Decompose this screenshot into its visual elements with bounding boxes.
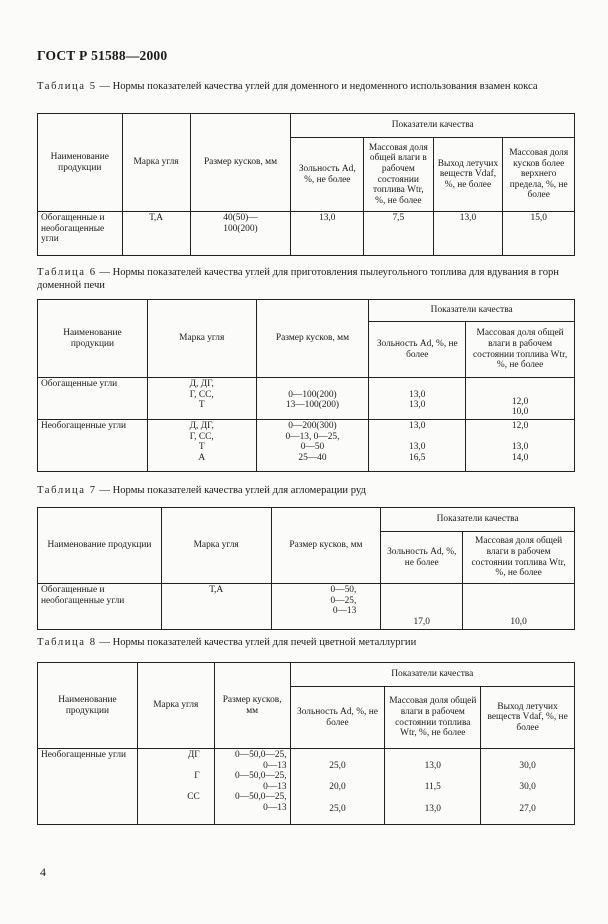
t5-h-oversize: Массовая доля кусков более верхнего предела, %, не более [503,138,575,212]
t5-h-ash: Зольность Ad, %, не более [291,138,364,212]
table6 [37,299,575,472]
t5-h-quality: Показатели качества [291,114,575,138]
t7-moisture: 10,0 [463,584,575,630]
t5-ash: 13,0 [291,212,364,256]
table6-label: Таблица 6 [37,267,97,278]
t6-g2-grade: Д, ДГ, Г, СС, Т А [147,420,256,472]
table-row [38,584,575,630]
t5-h-product: Наименование продукции [38,114,123,212]
t5-h-volatile: Выход летучих веществ Vdaf, %, не более [433,138,503,212]
t6-h-grade: Марка угля [147,300,256,378]
t6-h-quality: Показатели качества [369,300,575,322]
t5-h-grade: Марка угля [122,114,190,212]
t5-grade: Т,А [122,212,190,256]
t7-product: Обогащенные и необогащенные угли [38,584,162,630]
t6-h-size: Размер кусков, мм [256,300,369,378]
t6-g1-size: 0—100(200) 13—100(200) [256,378,369,420]
t8-moisture: 13,0 11,5 13,0 [385,749,481,825]
t7-h-product: Наименование продукции [38,508,162,584]
t6-g1-ash: 13,0 13,0 [369,378,466,420]
t7-h-moisture: Массовая доля общей влаги в рабочем состоянии топлива Wtr, %, не более [463,532,575,584]
table8-title: — Нормы показателей качества углей для печей цветной металлургии [96,637,417,648]
t8-h-moisture: Массовая доля общей влаги в рабочем состоянии топлива Wtr, %, не более [385,687,481,749]
t8-ash: 25,0 20,0 25,0 [290,749,385,825]
table7-caption [37,484,577,497]
t6-h-product: Наименование продукции [38,300,148,378]
t5-volatile: 13,0 [433,212,503,256]
t8-volatile: 30,0 30,0 27,0 [481,749,575,825]
t5-size: 40(50)— 100(200) [190,212,291,256]
table8 [37,662,575,825]
t6-g2-moisture: 12,0 13,0 14,0 [466,420,575,472]
t6-g2-size: 0—200(300) 0—13, 0—25, 0—50 25—40 [256,420,369,472]
t7-h-grade: Марка угля [161,508,271,584]
table6-caption [37,266,577,292]
t8-h-quality: Показатели качества [290,663,574,687]
t8-h-product: Наименование продукции [38,663,138,749]
t5-product: Обогащенные и необогащенные угли [38,212,123,256]
t6-g2-product: Необогащенные угли [38,420,148,472]
t6-h-moisture: Массовая доля общей влаги в рабочем состоянии топлива Wtr, %, не более [466,322,575,378]
table8-label: Таблица 8 [37,637,97,648]
t8-sizes: 0—50,0—25, 0—13 0—50,0—25, 0—13 0—50,0—25, 0—13 [214,749,290,825]
t6-g2-ash: 13,0 13,0 16,5 [369,420,466,472]
t6-g1-moisture: 12,0 10,0 [466,378,575,420]
t8-grades: ДГ Г СС [137,749,214,825]
document-header: ГОСТ Р 51588—2000 [37,48,168,63]
table5 [37,113,575,256]
t6-g1-grade: Д, ДГ, Г, СС, Т [147,378,256,420]
t8-h-volatile: Выход летучих веществ Vdaf, %, не более [481,687,575,749]
table6-title: — Нормы показателей качества углей для приготовления пылеугольного топлива для вдувания в горн доменной печи [37,267,559,291]
t6-g1-product: Обогащенные угли [38,378,148,420]
t7-grade: Т,А [161,584,271,630]
t5-moisture: 7,5 [364,212,433,256]
t8-h-ash: Зольность Ad, %, не более [290,687,385,749]
t7-ash: 17,0 [381,584,463,630]
t7-h-size: Размер кусков, мм [271,508,381,584]
t7-size: 0—50, 0—25, 0—13 [271,584,381,630]
table-row [38,420,575,472]
table7-title: — Нормы показателей качества углей для агломерации руд [96,485,366,496]
t6-h-ash: Зольность Ad, %, не более [369,322,466,378]
t5-h-size: Размер кусков, мм [190,114,291,212]
t8-h-size: Размер кусков, мм [214,663,290,749]
page-number: 4 [40,865,46,879]
table5-title: — Нормы показателей качества углей для доменного и недоменного использования взамен кокса [96,81,538,92]
table5-caption [37,80,577,93]
table7-label: Таблица 7 [37,485,97,496]
table-row [38,749,575,825]
t7-h-quality: Показатели качества [381,508,575,532]
table8-caption [37,636,577,649]
table-row [38,212,575,256]
t8-product: Необогащенные угли [38,749,138,825]
t5-h-moisture: Массовая доля общей влаги в рабочем состоянии топлива Wtr, %, не более [364,138,433,212]
t5-oversize: 15,0 [503,212,575,256]
table7 [37,507,575,630]
t7-h-ash: Зольность Ad, %, не более [381,532,463,584]
t8-h-grade: Марка угля [137,663,214,749]
table5-label: Таблица 5 [37,81,97,92]
table-row [38,378,575,420]
